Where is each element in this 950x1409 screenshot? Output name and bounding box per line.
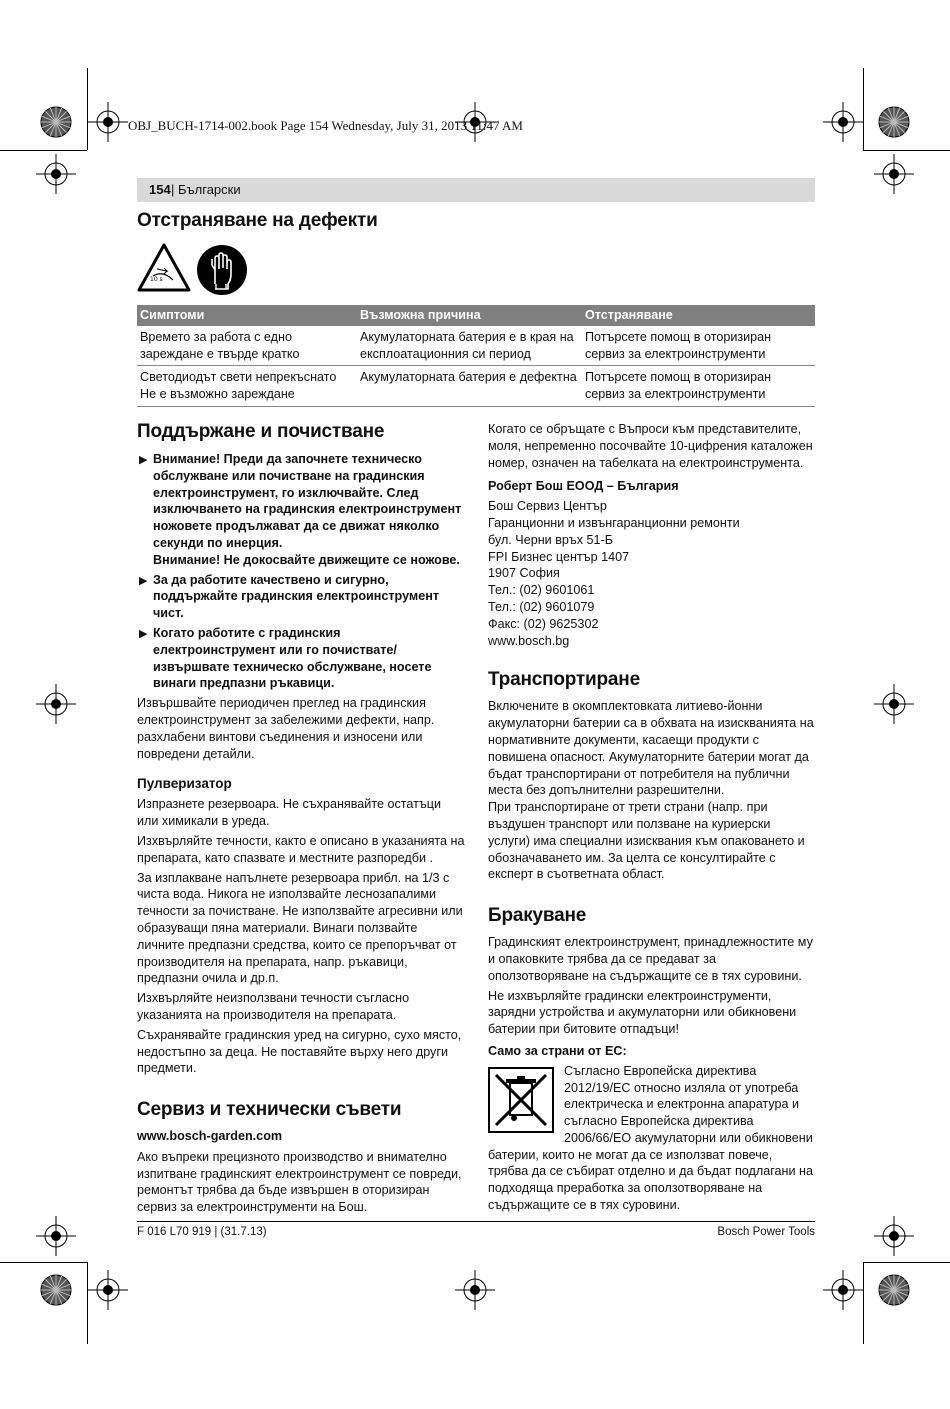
phone-line: Тел.: (02) 9601061 (488, 583, 595, 598)
phone-line: Тел.: (02) 9601079 (488, 599, 595, 614)
table-row (137, 326, 815, 366)
sprayer-paragraph: Изхвърляйте неизползвани течности съгласно указанията на производителя на препарата. (137, 991, 410, 1022)
address-line: Гаранционни и извънгаранционни ремонти (488, 515, 740, 530)
directive-line: съгласно Европейска директива (564, 1114, 754, 1129)
table-header-row (137, 305, 815, 326)
bullet-text: За да работите качествено и сигурно, поддържайте градинския електроинструмент чист. (153, 572, 440, 621)
blade-hazard-warning-icon (137, 243, 191, 293)
maintenance-paragraph: Извършвайте периодичен преглед на градинския електроинструмент за забележими дефекти, напр. разхлабени винтови съединения и износени или повредени детайли. (137, 696, 435, 761)
running-header (137, 178, 815, 202)
transport-paragraph: При транспортиране от трети страни (напр. при въздушен транспорт или ползване на куриерски услуги) има специални изисквания към опаковането и обозначаването им. За целта се консултирайте с експерт в съответната област. (488, 800, 805, 882)
bullet-text: Когато работите с градинския електроинструмент или го почиствате/извършвате техническо обслужване, носете винаги предпазни ръкавици. (153, 625, 432, 691)
symptom-cell (137, 366, 357, 407)
directive-rest: батерии, които не могат да се използват повече, трябва да се събират отделно и да бъдат подлагани на подходяща преработка за оползотворяване на съдържащите се в тях суровини. (488, 1147, 814, 1213)
bullet-triangle-icon: ▶ (139, 627, 148, 640)
col-symptoms: Симптоми (137, 305, 357, 326)
col-cause: Възможна причина (357, 305, 582, 326)
disposal-paragraph: Не изхвърляйте градински електроинструменти, зарядни устройства и акумулаторни или обикновени батерии при битовите отпадъци! (488, 988, 797, 1037)
left-column (137, 421, 465, 1216)
warning-bullet (137, 625, 465, 692)
warning-bullet (137, 451, 465, 569)
wear-gloves-icon (196, 244, 248, 296)
page-number: 154 (149, 182, 171, 197)
troubleshooting-table (137, 305, 815, 407)
sprayer-title: Пулверизатор (137, 776, 232, 792)
print-slug: OBJ_BUCH-1714-002.book Page 154 Wednesday, July 31, 2013 11:47 AM (128, 118, 523, 133)
service-title: Сервиз и технически съвети (137, 1099, 402, 1121)
bullet-text: Внимание! Преди да започнете техническо обслужване или почистване на градинския електроинструмент, го изключвайте. След изключването на градинския електроинструмент ножовете продължават да се движат няколко секунди по инерция. (153, 452, 462, 550)
cause-cell: Акумулаторната батерия е в края на експлоатационния си период (357, 326, 582, 366)
header-language: Български (178, 182, 241, 197)
warning-bullet (137, 572, 465, 622)
svg-text:10 s: 10 s (150, 276, 163, 283)
directive-line: Съгласно Европейска директива (564, 1063, 757, 1078)
disposal-paragraph: Градинският електроинструмент, принадлежностите му и опаковките трябва да се предават за оползотворяване на съдържащите се в тях суровини. (488, 935, 813, 983)
website-link[interactable]: www.bosch.bg (488, 633, 570, 648)
remedy-cell: Потърсете помощ в оторизиран сервиз за електроинструменти (582, 366, 815, 407)
address-line: Бош Сервиз Център (488, 499, 607, 514)
service-url-link[interactable]: www.bosch-garden.com (137, 1129, 283, 1144)
symptom-line: Светодиодът свети непрекъснато (140, 370, 337, 385)
troubleshooting-title: Отстраняване на дефекти (137, 210, 378, 231)
footer-brand: Bosch Power Tools (717, 1226, 815, 1238)
remedy-cell: Потърсете помощ в оторизиран сервиз за електроинструменти (582, 326, 815, 366)
eu-label: Само за страни от ЕС: (488, 1043, 627, 1058)
symptom-cell: Времето за работа с едно зареждане е твърде кратко (137, 326, 357, 366)
directive-line: електрическа и електронна апаратура и (564, 1097, 800, 1112)
table-row (137, 366, 815, 407)
maintenance-title: Поддържане и почистване (137, 421, 385, 442)
disposal-title: Бракуване (488, 905, 587, 927)
bullet-text: Внимание! Не докосвайте движещите се ножове. (153, 552, 460, 567)
col-remedy: Отстраняване (582, 305, 815, 326)
sprayer-paragraph: За изплакване напълнете резервоара прибл. на 1/3 с чиста вода. Никога не използвайте леснозапалими течности за почистване. Не използвайте агресивни или образуващи пяна материали. Винаги ползвайте личните предпазни средства, които се препоръчват от производителя на препарата, напр. ръкавици, предпазни очила и др.п. (137, 870, 463, 986)
footer-doc-code: F 016 L70 919 | (31.7.13) (137, 1226, 267, 1238)
address-line: 1907 София (488, 566, 560, 581)
cause-cell: Акумулаторната батерия е дефектна (357, 366, 582, 407)
address-line: бул. Черни връх 51-Б (488, 532, 614, 547)
header-separator: | (171, 182, 175, 197)
footer-rule (137, 1221, 815, 1222)
directive-line: 2006/66/ЕО акумулаторни или обикновени (564, 1130, 813, 1145)
fax-line: Факс: (02) 9625302 (488, 616, 599, 631)
bullet-triangle-icon: ▶ (139, 574, 148, 587)
symptom-line: Не е възможно зареждане (140, 387, 295, 402)
company-name: Роберт Бош ЕООД – България (488, 479, 679, 494)
crossed-bin-icon (488, 1067, 554, 1133)
directive-line: 2012/19/ЕС относно изляла от употреба (564, 1080, 799, 1095)
transport-title: Транспортиране (488, 669, 640, 691)
service-address (488, 498, 815, 649)
sprayer-paragraph: Изхвърляйте течности, както е описано в указанията на препарата, като спазвате и местните разпоредби . (137, 833, 465, 865)
bullet-triangle-icon: ▶ (139, 454, 148, 466)
right-column (488, 421, 815, 1214)
address-line: FPI Бизнес център 1407 (488, 549, 630, 564)
sprayer-paragraph: Съхранявайте градинския уред на сигурно, сухо място, недостъпно за деца. Не поставяйте върху него други предмети. (137, 1027, 462, 1076)
service-contact-paragraph: Когато се обръщате с Въпроси към представителите, моля, непременно посочвайте 10-цифрения каталожен номер, означен на табелката на електроинструмента. (488, 422, 813, 470)
transport-paragraph: Включените в окомплектовката литиево-йонни акумулаторни батерии са в обхвата на изискванията на нормативните документи, касаещи продукти с повишена опасност. Акумулаторните батерии могат да бъдат транспортирани от потребителя на публични места без допълнителни разрешителни. (488, 699, 814, 798)
sprayer-paragraph: Изпразнете резервоара. Не съхранявайте остатъци или химикали в уреда. (137, 797, 441, 829)
service-paragraph: Ако въпреки прецизното производство и внимателно изпитване градинският електроинструмент се повреди, ремонтът трябва да бъде извършен в оторизиран сервиз за електроинструменти на Бош. (137, 1149, 462, 1215)
eu-directive-block (488, 1063, 815, 1214)
